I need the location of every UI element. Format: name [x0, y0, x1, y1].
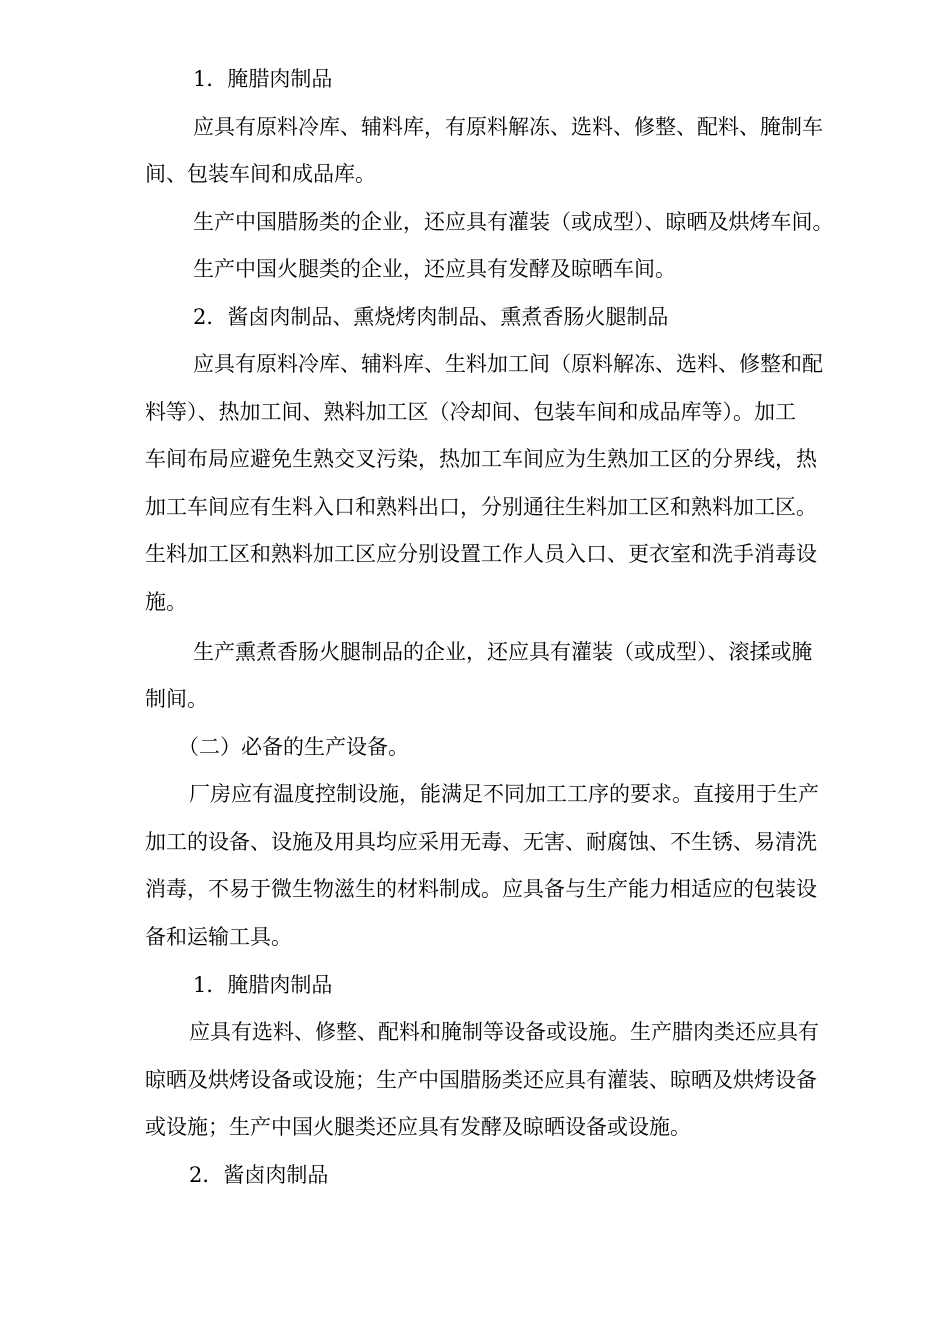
- paragraph-line: 生产中国火腿类的企业，还应具有发酵及晾晒车间。: [193, 257, 676, 281]
- paragraph-line: 间、包装车间和成品库。: [145, 162, 376, 186]
- paragraph-line: 晾晒及烘烤设备或设施；生产中国腊肠类还应具有灌装、晾晒及烘烤设备: [145, 1068, 817, 1092]
- paragraph-line: 加工车间应有生料入口和熟料出口，分别通往生料加工区和熟料加工区。: [145, 495, 817, 519]
- paragraph-line: 备和运输工具。: [145, 925, 292, 949]
- paragraph-line: 施。: [145, 590, 187, 614]
- paragraph-line: 生产中国腊肠类的企业，还应具有灌装（或成型）、晾晒及烘烤车间。: [193, 210, 834, 234]
- heading-braised-meat-equipment: 2．酱卤肉制品: [189, 1163, 329, 1187]
- paragraph-line: 应具有选料、修整、配料和腌制等设备或设施。生产腊肉类还应具有: [189, 1020, 819, 1044]
- section-heading-production-equipment: （二）必备的生产设备。: [178, 735, 409, 759]
- paragraph-line: 应具有原料冷库、辅料库，有原料解冻、选料、修整、配料、腌制车: [193, 115, 823, 139]
- paragraph-line: 制间。: [145, 687, 208, 711]
- paragraph-line: 料等）、热加工间、熟料加工区（冷却间、包装车间和成品库等）。加工: [145, 400, 796, 424]
- paragraph-line: 或设施；生产中国火腿类还应具有发酵及晾晒设备或设施。: [145, 1115, 691, 1139]
- heading-cured-meat-equipment: 1．腌腊肉制品: [193, 973, 333, 997]
- paragraph-line: 加工的设备、设施及用具均应采用无毒、无害、耐腐蚀、不生锈、易清洗: [145, 830, 817, 854]
- paragraph-line: 厂房应有温度控制设施，能满足不同加工工序的要求。直接用于生产: [189, 782, 819, 806]
- heading-cured-meat-products: 1．腌腊肉制品: [193, 67, 333, 91]
- paragraph-line: 车间布局应避免生熟交叉污染，热加工车间应为生熟加工区的分界线，热: [145, 447, 817, 471]
- heading-braised-smoked-products: 2．酱卤肉制品、熏烧烤肉制品、熏煮香肠火腿制品: [193, 305, 669, 329]
- paragraph-line: 生料加工区和熟料加工区应分别设置工作人员入口、更衣室和洗手消毒设: [145, 542, 817, 566]
- paragraph-line: 应具有原料冷库、辅料库、生料加工间（原料解冻、选料、修整和配: [193, 352, 823, 376]
- paragraph-line: 生产熏煮香肠火腿制品的企业，还应具有灌装（或成型）、滚揉或腌: [193, 640, 813, 664]
- paragraph-line: 消毒，不易于微生物滋生的材料制成。应具备与生产能力相适应的包装设: [145, 877, 817, 901]
